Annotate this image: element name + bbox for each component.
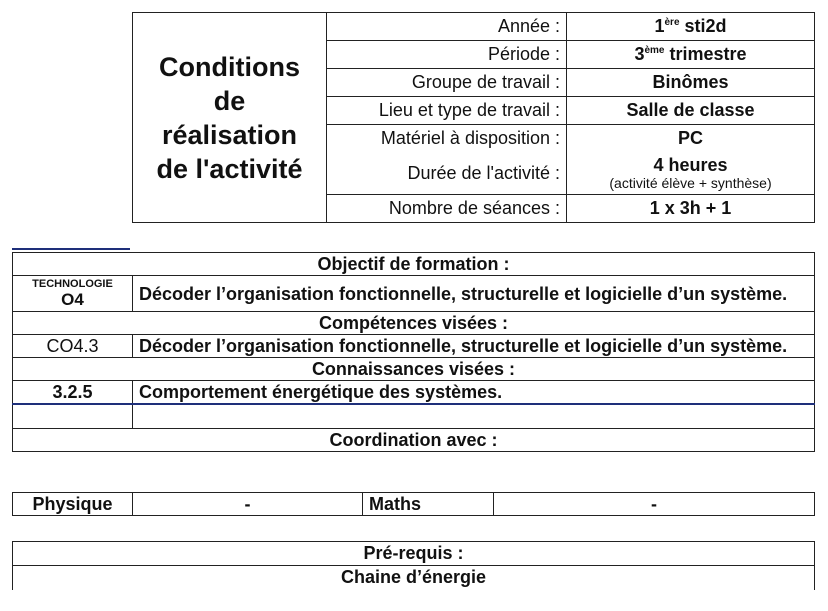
competences-header: Compétences visées : bbox=[13, 312, 815, 335]
value-annee bbox=[567, 13, 815, 41]
title-line-3: réalisation bbox=[161, 119, 298, 150]
periode-sup: ème bbox=[644, 45, 665, 56]
coord-subject-physique: Physique bbox=[13, 493, 133, 516]
value-periode bbox=[567, 41, 815, 69]
empty-cell-right bbox=[133, 404, 815, 428]
objectif-code-top: TECHNOLOGIE bbox=[32, 278, 113, 290]
title-line-4: de l'activité bbox=[156, 153, 303, 184]
periode-rest: trimestre bbox=[664, 44, 747, 64]
label-seances: Nombre de séances : bbox=[327, 195, 567, 223]
conditions-title bbox=[133, 13, 327, 223]
value-duree bbox=[567, 153, 815, 195]
objectif-header: Objectif de formation : bbox=[13, 253, 815, 276]
duree-value: 4 heures bbox=[653, 155, 728, 176]
prerequis-table bbox=[12, 541, 815, 590]
coordination-table bbox=[12, 492, 815, 516]
duree-note: (activité élève + synthèse) bbox=[609, 175, 772, 192]
annee-sup: ère bbox=[664, 17, 680, 28]
value-lieu: Salle de classe bbox=[567, 97, 815, 125]
prerequis-value: Chaine d’énergie bbox=[13, 566, 815, 590]
objectif-code-o4: O4 bbox=[61, 290, 84, 309]
title-line-2: de bbox=[213, 85, 246, 116]
divider-line bbox=[12, 248, 130, 250]
connaissances-code: 3.2.5 bbox=[13, 381, 133, 405]
objectif-text: Décoder l’organisation fonctionnelle, structurelle et logicielle d’un système. bbox=[133, 276, 815, 312]
label-materiel: Matériel à disposition : bbox=[327, 125, 567, 153]
coord-value-physique: - bbox=[133, 493, 363, 516]
label-lieu: Lieu et type de travail : bbox=[327, 97, 567, 125]
annee-rest: sti2d bbox=[679, 16, 727, 36]
value-materiel: PC bbox=[567, 125, 815, 153]
label-annee: Année : bbox=[327, 13, 567, 41]
value-seances: 1 x 3h + 1 bbox=[567, 195, 815, 223]
connaissances-text: Comportement énergétique des systèmes. bbox=[133, 381, 815, 405]
connaissances-header: Connaissances visées : bbox=[13, 358, 815, 381]
competences-code: CO4.3 bbox=[13, 335, 133, 358]
value-groupe: Binômes bbox=[567, 69, 815, 97]
label-duree: Durée de l'activité : bbox=[327, 153, 567, 195]
coord-subject-maths: Maths bbox=[363, 493, 494, 516]
objectives-table bbox=[12, 252, 815, 452]
coordination-header: Coordination avec : bbox=[13, 428, 815, 451]
coord-value-maths: - bbox=[494, 493, 815, 516]
competences-text: Décoder l’organisation fonctionnelle, structurelle et logicielle d’un système. bbox=[133, 335, 815, 358]
prerequis-header: Pré-requis : bbox=[13, 542, 815, 566]
periode-number: 3 bbox=[634, 44, 645, 64]
title-line-1: Conditions bbox=[159, 51, 300, 82]
objectif-code bbox=[13, 276, 133, 312]
label-periode: Période : bbox=[327, 41, 567, 69]
annee-number: 1 bbox=[654, 16, 665, 36]
empty-cell-left bbox=[13, 404, 133, 428]
conditions-table bbox=[132, 12, 815, 223]
label-groupe: Groupe de travail : bbox=[327, 69, 567, 97]
